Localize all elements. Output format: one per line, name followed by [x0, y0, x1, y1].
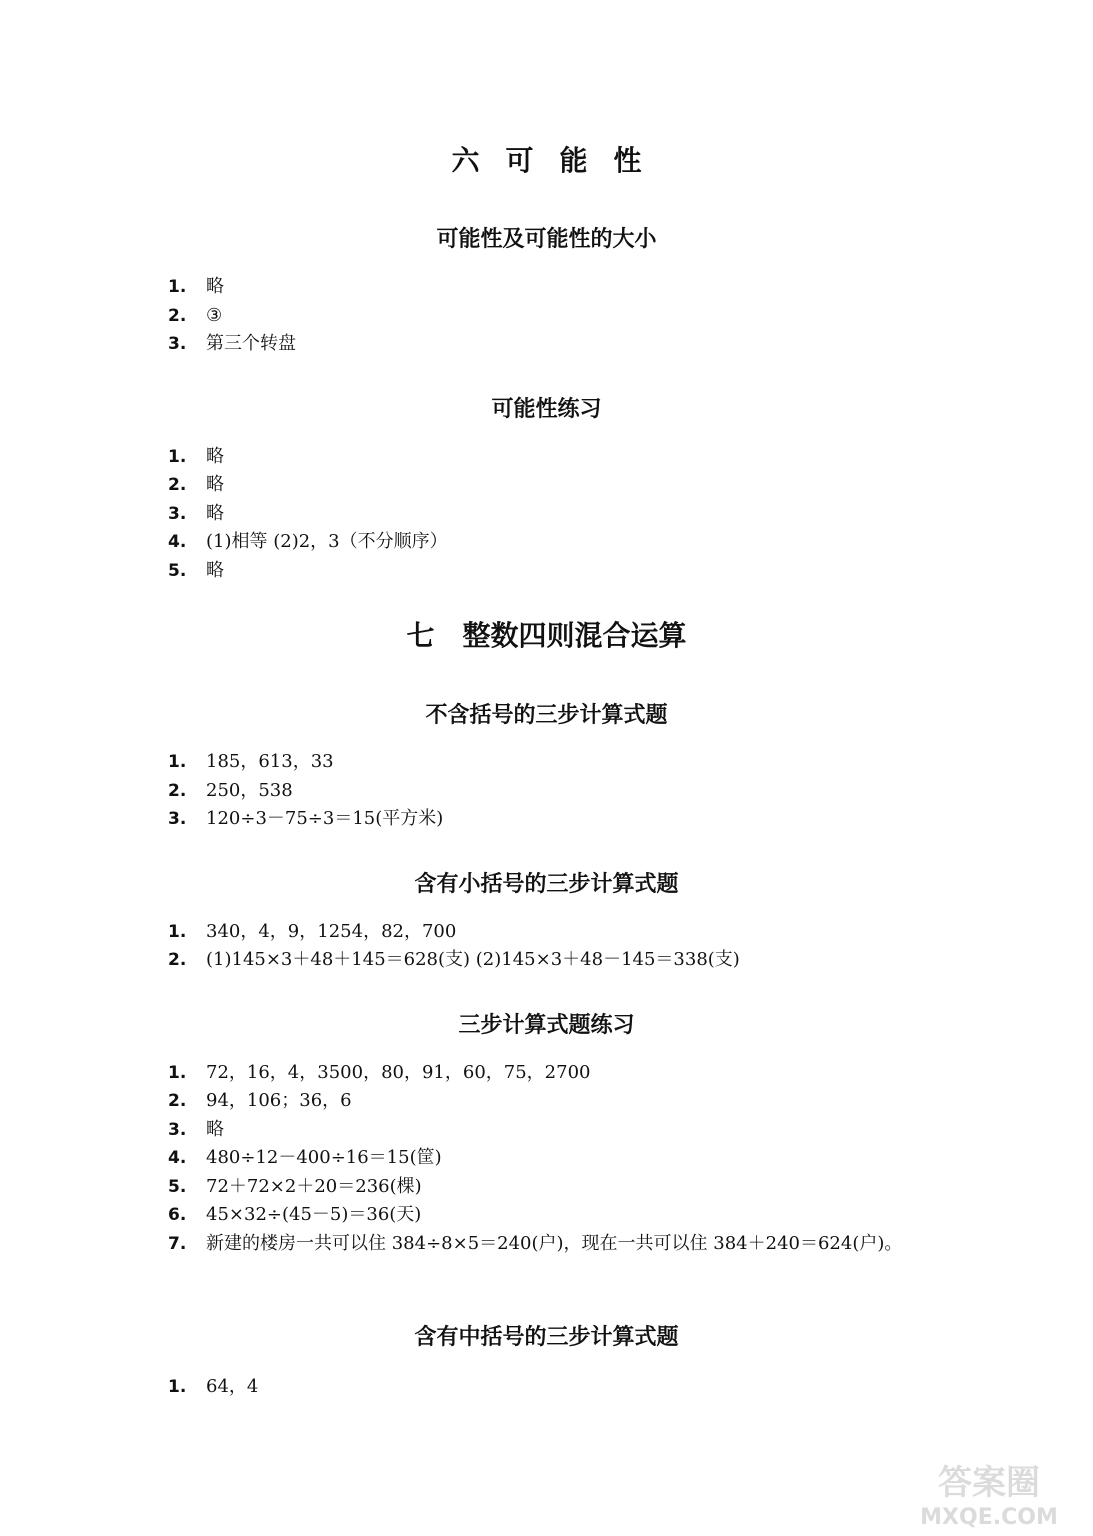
item-answer: ③	[206, 305, 223, 326]
item-answer: 略	[206, 446, 224, 467]
item-number: 6.	[168, 1205, 187, 1225]
list-item	[168, 1116, 928, 1145]
item-answer: 480÷12－400÷16＝15(筐)	[206, 1147, 442, 1168]
item-number: 3.	[168, 809, 187, 829]
item-answer: 340，4，9，1254，82，700	[206, 921, 457, 942]
item-number: 5.	[168, 561, 187, 581]
item-number: 1.	[168, 1063, 187, 1083]
item-number: 4.	[168, 532, 187, 552]
section-heading: 可能性练习	[491, 397, 602, 422]
list-item	[168, 918, 928, 947]
watermark-logo	[899, 1456, 1079, 1530]
item-answer: 72，16，4，3500，80，91，60，75，2700	[206, 1062, 591, 1083]
section-heading: 不含括号的三步计算式题	[425, 703, 668, 728]
list-item	[168, 1059, 928, 1088]
list-item	[168, 471, 928, 500]
item-answer: 72＋72×2＋20＝236(棵)	[206, 1176, 422, 1197]
section-heading: 可能性及可能性的大小	[436, 227, 657, 252]
item-answer: (1)相等 (2)2，3（不分顺序）	[206, 531, 448, 552]
list-item	[168, 302, 928, 331]
item-number: 3.	[168, 334, 187, 354]
item-answer: 略	[206, 276, 224, 297]
item-answer: 略	[206, 560, 224, 581]
item-number: 3.	[168, 504, 187, 524]
item-number: 2.	[168, 306, 187, 326]
item-answer: 250，538	[206, 780, 293, 801]
section-heading: 含有小括号的三步计算式题	[414, 872, 679, 897]
item-answer: 94，106；36，6	[206, 1090, 352, 1111]
list-item	[168, 273, 928, 302]
list-item	[168, 557, 928, 586]
item-number: 1.	[168, 752, 187, 772]
item-number: 5.	[168, 1177, 187, 1197]
list-item	[168, 1144, 928, 1173]
chapter-title: 七 整数四则混合运算	[406, 619, 687, 652]
item-answer: 新建的楼房一共可以住 384÷8×5＝240(户)，现在一共可以住 384＋240＝624(户)。	[206, 1233, 903, 1254]
list-item	[168, 528, 928, 557]
item-number: 1.	[168, 922, 187, 942]
item-answer: 120÷3－75÷3＝15(平方米)	[206, 808, 444, 829]
item-number: 2.	[168, 781, 187, 801]
item-answer: 略	[206, 1119, 224, 1140]
list-item	[168, 777, 928, 806]
list-item	[168, 1230, 928, 1259]
list-item	[168, 946, 928, 975]
item-number: 2.	[168, 1091, 187, 1111]
list-item	[168, 1087, 928, 1116]
list-item	[168, 443, 928, 472]
item-number: 1.	[168, 277, 187, 297]
watermark-text-bottom: MXQE.COM	[920, 1505, 1058, 1530]
item-number: 7.	[168, 1234, 187, 1254]
list-item	[168, 748, 928, 777]
chapter-title: 六可能性	[451, 144, 668, 177]
item-number: 4.	[168, 1148, 187, 1168]
item-answer: 略	[206, 503, 224, 524]
item-answer: 略	[206, 474, 224, 495]
list-item	[168, 500, 928, 529]
list-item	[168, 1201, 928, 1230]
list-item	[168, 330, 928, 359]
list-item	[168, 805, 928, 834]
item-answer: 45×32÷(45－5)＝36(天)	[206, 1204, 422, 1225]
watermark-text-top: 答案圈	[938, 1463, 1040, 1503]
item-answer: 第三个转盘	[206, 333, 296, 354]
list-item	[168, 1373, 928, 1402]
list-item	[168, 1173, 928, 1202]
item-number: 2.	[168, 950, 187, 970]
item-number: 2.	[168, 475, 187, 495]
section-heading: 三步计算式题练习	[458, 1013, 635, 1038]
section-heading: 含有中括号的三步计算式题	[414, 1325, 679, 1350]
item-answer: 64，4	[206, 1376, 259, 1397]
item-number: 1.	[168, 447, 187, 467]
item-answer: 185，613，33	[206, 751, 334, 772]
item-number: 1.	[168, 1377, 187, 1397]
item-number: 3.	[168, 1120, 187, 1140]
item-answer: (1)145×3＋48＋145＝628(支) (2)145×3＋48－145＝338(支)	[206, 949, 740, 970]
